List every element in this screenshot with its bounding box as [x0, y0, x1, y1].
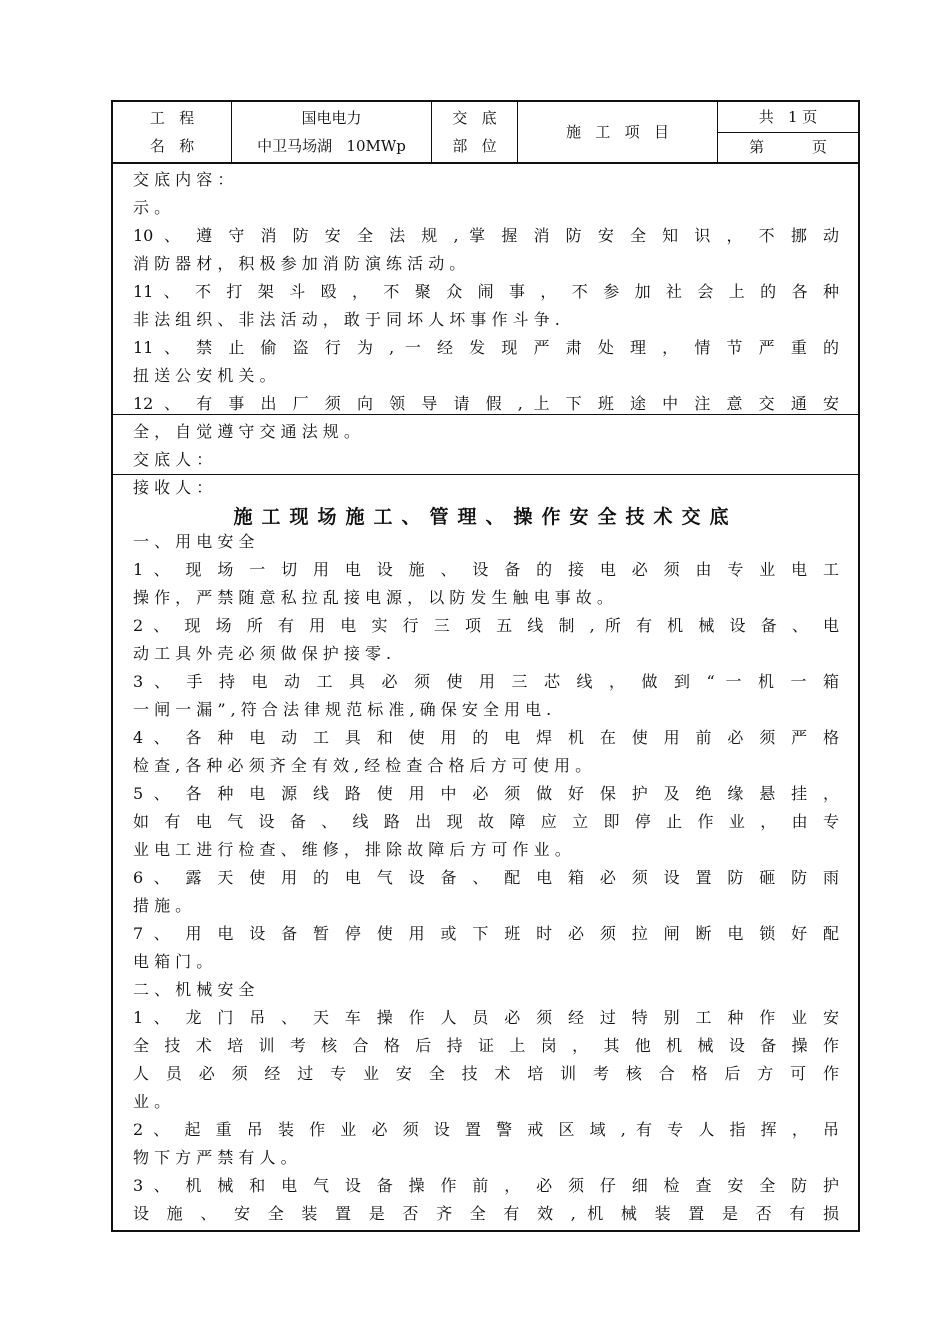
section-title: 施工现场施工、管理、操作安全技术交底 — [233, 506, 738, 528]
content-line: 措 施 。 — [133, 896, 192, 915]
content-line: 业 电 工 进 行 检 查 、 维 修 ， 排 除 故 障 后 方 可 作 业 。 — [133, 840, 571, 859]
form-header — [113, 102, 858, 164]
content-line: 动 工 具 外 壳 必 须 做 保 护 接 零 . — [133, 644, 392, 663]
content-line: 11 、 不 打 架 斗 殴 ， 不 聚 众 闹 事 ， 不 参 加 社 会 上 的 各 种 — [133, 282, 839, 301]
content-line: 5 、 各 种 电 源 线 路 使 用 中 必 须 做 好 保 护 及 绝 缘 悬 挂 ， — [133, 784, 839, 803]
content-line: 11 、 禁 止 偷 盗 行 为 , 一 经 发 现 严 肃 处 理 ， 情 节 严 重 的 — [133, 338, 839, 357]
content-line: 设 施 、 安 全 装 置 是 否 齐 全 有 效 , 机 械 装 置 是 否 有 损 — [133, 1204, 839, 1223]
content-line: 电 箱 门 。 — [133, 952, 213, 971]
content-line: 检 查 , 各 种 必 须 齐 全 有 效 , 经 检 查 合 格 后 方 可 使 用 。 — [133, 756, 592, 775]
handover-part-label-2: 部 位 — [452, 137, 497, 155]
content-line: 3 、 机 械 和 电 气 设 备 操 作 前 ， 必 须 仔 细 检 查 安 全 防 护 — [133, 1176, 839, 1195]
project-name-label-2: 名 称 — [149, 137, 195, 155]
content-line: 人 员 必 须 经 过 专 业 安 全 技 术 培 训 考 核 合 格 后 方 可 作 — [133, 1064, 839, 1083]
content-line: 示 。 — [133, 198, 171, 217]
row-divider — [113, 414, 858, 415]
content-line: 3 、 手 持 电 动 工 具 必 须 使 用 三 芯 线 ， 做 到 “ 一 机 一 箱 — [133, 672, 839, 691]
content-line: 操 作 ， 严 禁 随 意 私 拉 乱 接 电 源 ， 以 防 发 生 触 电 事 故 。 — [133, 588, 613, 607]
receiver-label: 接 收 人 ： — [133, 478, 213, 497]
content-line: 物 下 方 严 禁 有 人 。 — [133, 1148, 297, 1167]
project-name-value-2: 中卫马场湖 10MWp — [257, 137, 406, 155]
content-line: 如 有 电 气 设 备 、 线 路 出 现 故 障 应 立 即 停 止 作 业 ， 由 专 — [133, 812, 839, 831]
content-line: 全 ， 自 觉 遵 守 交 通 法 规 。 — [133, 422, 360, 441]
project-name-value-1: 国电电力 — [301, 109, 362, 127]
content-line: 4 、 各 种 电 动 工 具 和 使 用 的 电 焊 机 在 使 用 前 必 须 严 格 — [133, 728, 839, 747]
content-line: 7 、 用 电 设 备 暂 停 使 用 或 下 班 时 必 须 拉 闸 断 电 锁 好 配 — [133, 924, 839, 943]
construction-item-label: 施 工 项 目 — [566, 123, 669, 141]
content-line: 扭 送 公 安 机 关 。 — [133, 366, 276, 385]
handover-person-label: 交 底 人 ： — [133, 450, 213, 469]
content-line: 业 。 — [133, 1092, 171, 1111]
section-heading: 一 、 用 电 安 全 — [133, 532, 255, 551]
handover-part-label-1: 交 底 — [452, 109, 497, 127]
content-line: 消 防 器 材 ， 积 极 参 加 消 防 演 练 活 动 。 — [133, 254, 466, 273]
content-line: 6 、 露 天 使 用 的 电 气 设 备 、 配 电 箱 必 须 设 置 防 砸 防 雨 — [133, 868, 839, 887]
content-line: 2 、 现 场 所 有 用 电 实 行 三 项 五 线 制 , 所 有 机 械 设 备 、 电 — [133, 616, 839, 635]
total-pages: 共 1 页 — [758, 108, 818, 126]
content-line: 1 、 现 场 一 切 用 电 设 施 、 设 备 的 接 电 必 须 由 专 业 电 工 — [133, 560, 839, 579]
handover-form — [111, 100, 860, 1232]
content-line: 全 技 术 培 训 考 核 合 格 后 持 证 上 岗 ， 其 他 机 械 设 备 操 作 — [133, 1036, 839, 1055]
project-name-label-1: 工 程 — [149, 109, 195, 127]
content-line: 10 、 遵 守 消 防 安 全 法 规 , 掌 握 消 防 安 全 知 识 ， 不 挪 动 — [133, 226, 839, 245]
row-divider — [113, 474, 858, 475]
section-heading: 二 、 机 械 安 全 — [133, 980, 255, 999]
content-label: 交 底 内 容 ： — [133, 170, 234, 189]
content-line: 12 、 有 事 出 厂 须 向 领 导 请 假 , 上 下 班 途 中 注 意 交 通 安 — [133, 394, 839, 413]
content-line: 非 法 组 织 、 非 法 活 动 ， 敢 于 同 坏 人 坏 事 作 斗 争 . — [133, 310, 560, 329]
content-line: 1 、 龙 门 吊 、 天 车 操 作 人 员 必 须 经 过 特 别 工 种 作 业 安 — [133, 1008, 839, 1027]
current-page: 第 页 — [749, 138, 827, 156]
content-line: 一 闸 一 漏 ” , 符 合 法 律 规 范 标 准 , 确 保 安 全 用 电 . — [133, 700, 552, 719]
content-line: 2 、 起 重 吊 装 作 业 必 须 设 置 警 戒 区 域 , 有 专 人 指 挥 ， 吊 — [133, 1120, 839, 1139]
